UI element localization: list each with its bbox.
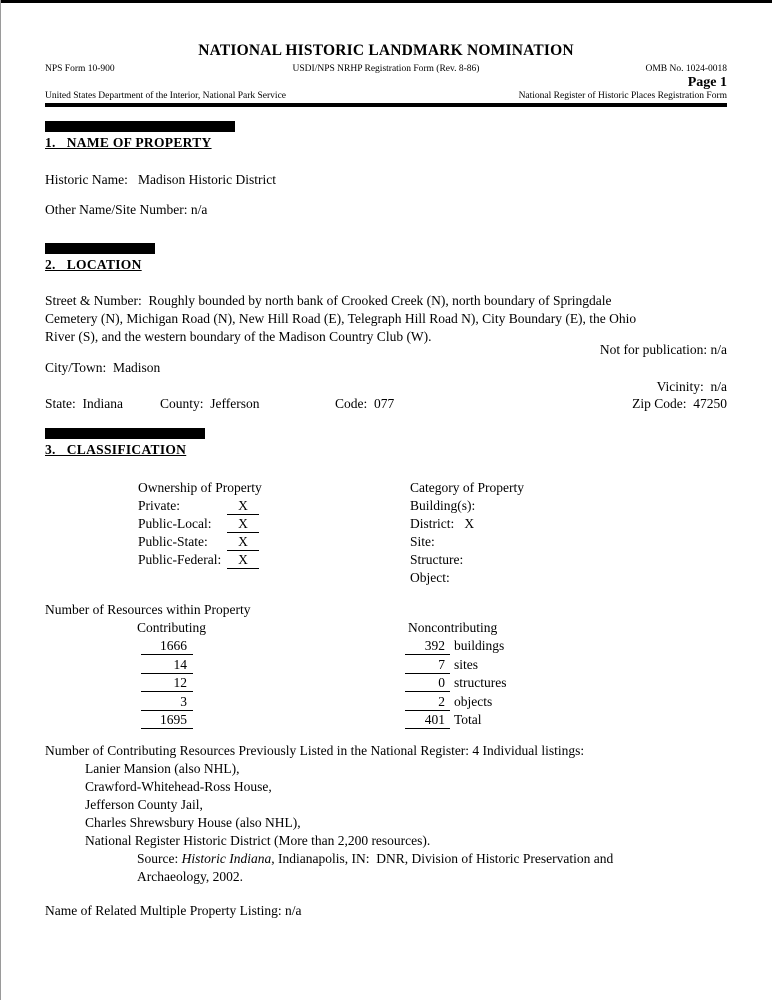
- ownership-header: Ownership of Property: [138, 480, 262, 495]
- contributing-count: 1666: [141, 638, 193, 655]
- resource-row-sites: [0, 657, 772, 676]
- ownership-row-public-federal: [138, 552, 259, 569]
- section2-heading: 2. LOCATION: [45, 257, 142, 272]
- ownership-value: X: [227, 498, 259, 515]
- agency-line: United States Department of the Interior, National Park Service: [45, 91, 287, 101]
- noncontributing-count: 2: [405, 694, 450, 711]
- contributing-count: 14: [141, 657, 193, 674]
- category-row-site: Site:: [410, 534, 435, 549]
- section2-redaction-bar: [45, 243, 155, 254]
- source-suffix: , Indianapolis, IN: DNR, Division of Historic Preservation and: [271, 851, 614, 866]
- zip-code: Zip Code: 47250: [632, 396, 727, 411]
- ownership-row-public-state: [138, 534, 259, 551]
- register-line: National Register of Historic Places Registration Form: [518, 91, 727, 101]
- contributing-count: 1695: [141, 712, 193, 729]
- source-line2: Archaeology, 2002.: [137, 869, 243, 884]
- related-listing: Name of Related Multiple Property Listing: n/a: [45, 903, 302, 918]
- contributing-count: 3: [141, 694, 193, 711]
- listing-item: Lanier Mansion (also NHL),: [85, 761, 240, 776]
- resources-header: Number of Resources within Property: [45, 602, 251, 617]
- listing-item: Jefferson County Jail,: [85, 797, 203, 812]
- resource-row-objects: [0, 694, 772, 713]
- vicinity: Vicinity: n/a: [656, 379, 727, 394]
- ownership-row-public-local: [138, 516, 259, 533]
- page-left-border: [0, 0, 1, 1000]
- section1-redaction-bar: [45, 121, 235, 132]
- noncontributing-header: Noncontributing: [408, 620, 498, 635]
- header-rule: [45, 103, 727, 107]
- resource-type-label: buildings: [454, 638, 505, 653]
- ownership-label: Public-State:: [138, 534, 208, 549]
- state: State: Indiana: [45, 396, 123, 411]
- noncontributing-count: 7: [405, 657, 450, 674]
- street-number-line2: Cemetery (N), Michigan Road (N), New Hill Road (E), Telegraph Hill Road N), City Boundary (E), the Ohio: [45, 311, 637, 326]
- source-title: Historic Indiana: [181, 851, 272, 866]
- listing-item: National Register Historic District (More than 2,200 resources).: [85, 833, 431, 848]
- noncontributing-count: 401: [405, 712, 450, 729]
- ownership-label: Private:: [138, 498, 180, 513]
- resource-row-buildings: [0, 638, 772, 657]
- state-code: Code: 077: [335, 396, 395, 411]
- contributing-count: 12: [141, 675, 193, 692]
- resource-type-label: Total: [454, 712, 482, 727]
- category-row-object: Object:: [410, 570, 450, 585]
- street-number-line3: River (S), and the western boundary of the Madison Country Club (W).: [45, 329, 432, 344]
- resource-row-structures: [0, 675, 772, 694]
- ownership-label: Public-Federal:: [138, 552, 222, 567]
- county: County: Jefferson: [160, 396, 260, 411]
- category-row-buildings: Building(s):: [410, 498, 476, 513]
- resource-type-label: sites: [454, 657, 479, 672]
- listing-item: Crawford-Whitehead-Ross House,: [85, 779, 272, 794]
- resource-type-label: objects: [454, 694, 493, 709]
- document-title: NATIONAL HISTORIC LANDMARK NOMINATION: [198, 42, 574, 59]
- resource-type-label: structures: [454, 675, 507, 690]
- previously-listed-intro: Number of Contributing Resources Previously Listed in the National Register: 4 Individual listings:: [45, 743, 585, 758]
- other-name: Other Name/Site Number: n/a: [45, 202, 208, 217]
- section3-redaction-bar: [45, 428, 205, 439]
- ownership-row-private: [138, 498, 259, 515]
- omb-number: OMB No. 1024-0018: [645, 64, 727, 74]
- ownership-value: X: [227, 552, 259, 569]
- category-header: Category of Property: [410, 480, 524, 495]
- source-line: [137, 851, 613, 867]
- source-prefix: Source:: [137, 851, 182, 866]
- ownership-value: X: [227, 516, 259, 533]
- form-number: NPS Form 10-900: [45, 64, 115, 74]
- not-for-publication: Not for publication: n/a: [599, 342, 727, 357]
- listing-item: Charles Shrewsbury House (also NHL),: [85, 815, 301, 830]
- street-number-line1: Street & Number: Roughly bounded by north bank of Crooked Creek (N), north boundary of Springdale: [45, 293, 612, 308]
- category-row-structure: Structure:: [410, 552, 464, 567]
- historic-name: Historic Name: Madison Historic District: [45, 172, 276, 187]
- section1-heading: 1. NAME OF PROPERTY: [45, 135, 212, 150]
- form-name: USDI/NPS NRHP Registration Form (Rev. 8-86): [292, 64, 480, 74]
- page-number: Page 1: [687, 75, 727, 90]
- ownership-label: Public-Local:: [138, 516, 212, 531]
- resource-row-total: [0, 712, 772, 731]
- contributing-header: Contributing: [137, 620, 207, 635]
- city-town: City/Town: Madison: [45, 360, 161, 375]
- ownership-value: X: [227, 534, 259, 551]
- section3-heading: 3. CLASSIFICATION: [45, 442, 187, 457]
- noncontributing-count: 0: [405, 675, 450, 692]
- category-row-district: District: X: [410, 516, 475, 531]
- noncontributing-count: 392: [405, 638, 450, 655]
- page-top-border: [0, 0, 772, 3]
